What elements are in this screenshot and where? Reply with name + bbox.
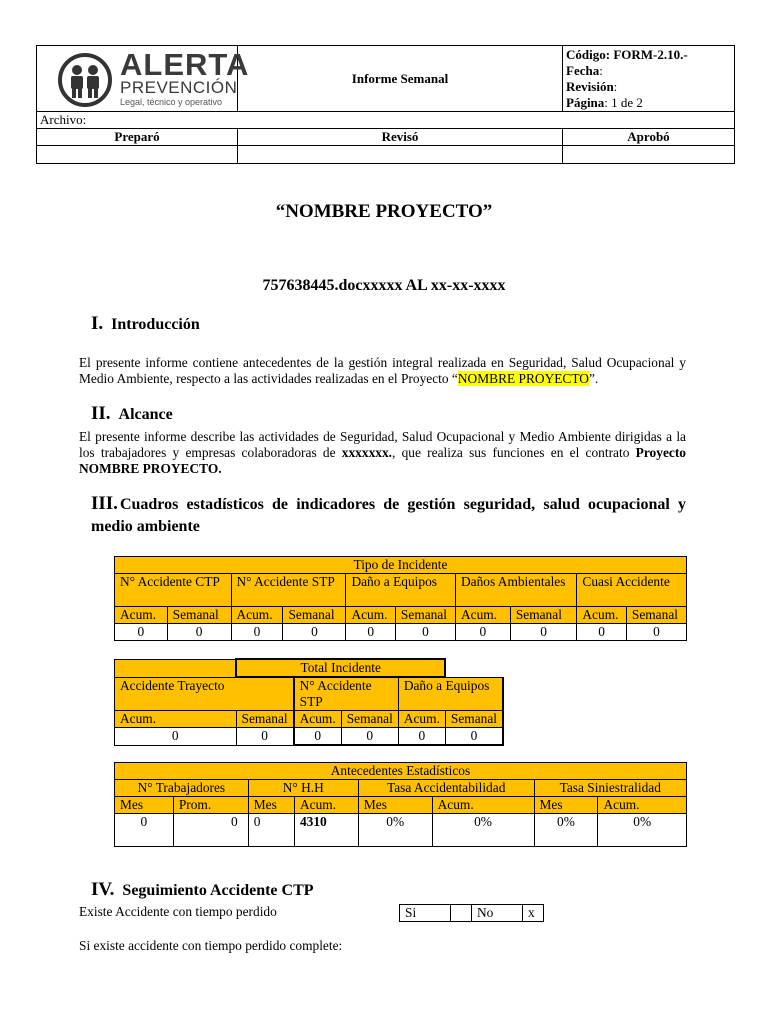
acum-header: Acum. [115,607,168,624]
semanal-header: Semanal [236,711,294,728]
section-intro-heading [91,313,200,335]
table-header: Tipo de Incidente [115,557,687,574]
intro-paragraph [79,355,686,387]
sub-header: Mes [358,797,432,814]
group-header: Daño a Equipos [346,574,456,607]
section-title: Alcance [118,406,173,423]
sub-header: Acum. [294,797,358,814]
company-logo [37,46,250,111]
preparo-cell [37,146,238,164]
sub-header: Mes [115,797,174,814]
group-header: Tasa Siniestralidad [534,780,687,797]
section-title: Cuadros estadísticos de indicadores de gestión seguridad, salud ocupacional y medio ambiente [91,496,686,535]
section-title: Introducción [111,316,200,333]
section-title: Seguimiento Accidente CTP [122,882,314,899]
group-header: Tasa Accidentabilidad [358,780,534,797]
fecha-label: Fecha [566,62,600,78]
logo-sub: PREVENCIÓN [120,77,238,97]
ctp-choice-table [399,904,544,922]
semanal-header: Semanal [283,607,346,624]
section-number: I. [91,313,104,334]
document-meta [563,46,735,112]
group-header: Daño a Equipos [398,677,503,711]
reviso-cell [238,146,563,164]
semanal-header: Semanal [510,607,577,624]
si-checkbox[interactable] [451,905,472,922]
archivo-row: Archivo: [37,112,735,129]
value-cell: 0 [283,624,346,641]
acum-header: Acum. [398,711,445,728]
acum-header: Acum. [346,607,395,624]
no-checkbox[interactable]: x [523,905,544,922]
sub-header: Acum. [432,797,534,814]
acum-header: Acum. [115,711,237,728]
group-header: N° H.H [248,780,358,797]
logo-cell [37,46,250,112]
report-period: 757638445.docxxxxx AL xx-xx-xxxx [262,277,506,294]
value-cell: 0 [115,624,168,641]
alcance-text-mid: , que realiza sus funciones en el contrato [392,445,636,460]
group-header: Accidente Trayecto [115,677,294,711]
project-title: “NOMBRE PROYECTO” [275,201,493,222]
preparo-header: Preparó [37,129,238,146]
value-cell: 0 [115,728,237,746]
value-cell: 0 [455,624,510,641]
logo-tagline: Legal, técnico y operativo [120,96,223,107]
acum-header: Acum. [577,607,626,624]
table-header: Antecedentes Estadísticos [115,763,687,780]
table-header: Total Incidente [236,659,445,677]
semanal-header: Semanal [445,711,503,728]
group-header: Daños Ambientales [455,574,576,607]
statistics-table [114,762,687,847]
value-cell: 0 [346,624,395,641]
pagina-value: : 1 de 2 [604,94,643,110]
section-ctp-heading [91,879,314,901]
si-label: Si [400,905,451,922]
sub-header: Mes [248,797,294,814]
value-cell: 0 [248,814,294,847]
intro-text-end: ”. [588,371,599,386]
value-cell: 0 [626,624,686,641]
value-cell: 0 [173,814,248,847]
ctp-followup: Si existe accidente con tiempo perdido complete: [79,938,343,953]
section-stats-heading [91,493,686,538]
group-header: N° Trabajadores [115,780,249,797]
codigo-value: FORM-2.10.- [613,46,688,62]
no-label: No [472,905,523,922]
codigo-label: Código: [566,46,611,62]
semanal-header: Semanal [395,607,455,624]
alcance-paragraph [79,429,686,477]
revision-value: : [613,78,618,94]
value-cell: 0 [398,728,445,746]
value-cell: 0 [341,728,398,746]
semanal-header: Semanal [167,607,231,624]
ctp-question: Existe Accidente con tiempo perdido [79,904,277,919]
semanal-header: Semanal [341,711,398,728]
value-cell: 0 [167,624,231,641]
document-title: Informe Semanal [238,46,563,112]
value-cell: 0 [577,624,626,641]
value-cell: 0 [294,728,342,746]
fecha-value: : [599,62,603,78]
people-icon [58,53,112,107]
acum-header: Acum. [455,607,510,624]
value-cell: 0% [432,814,534,847]
pagina-label: Página [566,94,605,110]
value-cell: 4310 [294,814,358,847]
section-number: III. [91,493,118,514]
intro-text: El presente informe contiene antecedentes de la gestión integral realizada en Seguridad, Salud Ocupacional y Medio Ambiente, respecto a las actividades realizadas en el Proyecto “ [79,355,686,386]
sub-header: Mes [534,797,598,814]
value-cell: 0 [231,624,283,641]
revision-label: Revisión [566,78,614,94]
section-number: II. [91,403,111,424]
header-table [36,45,735,164]
value-cell: 0% [534,814,598,847]
reviso-header: Revisó [238,129,563,146]
blank-header [115,659,237,677]
semanal-header: Semanal [626,607,686,624]
company-placeholder: xxxxxxx. [341,445,392,460]
sub-header: Prom. [173,797,248,814]
group-header: N° Accidente STP [294,677,399,711]
value-cell: 0 [510,624,577,641]
acum-header: Acum. [294,711,342,728]
aprobo-header: Aprobó [563,129,735,146]
value-cell: 0% [598,814,687,847]
contract-name: Proyecto NOMBRE PROYECTO. [79,445,686,476]
value-cell: 0 [236,728,294,746]
incident-type-table [114,556,687,641]
value-cell: 0 [115,814,174,847]
group-header: Cuasi Accidente [577,574,687,607]
value-cell: 0 [445,728,503,746]
project-name-highlight: NOMBRE PROYECTO [457,371,589,386]
logo-brand: ALERTA [120,46,250,82]
section-alcance-heading [91,403,173,425]
group-header: N° Accidente STP [231,574,346,607]
value-cell: 0 [395,624,455,641]
acum-header: Acum. [231,607,283,624]
alcance-text: El presente informe describe las actividades de Seguridad, Salud Ocupacional y Medio Ambiente dirigidas a la los trabajadores y empresas colaboradoras de [79,429,686,460]
aprobo-cell [563,146,735,164]
value-cell: 0% [358,814,432,847]
section-number: IV. [91,879,115,900]
group-header: N° Accidente CTP [115,574,232,607]
sub-header: Acum. [598,797,687,814]
total-incident-table [114,658,504,746]
